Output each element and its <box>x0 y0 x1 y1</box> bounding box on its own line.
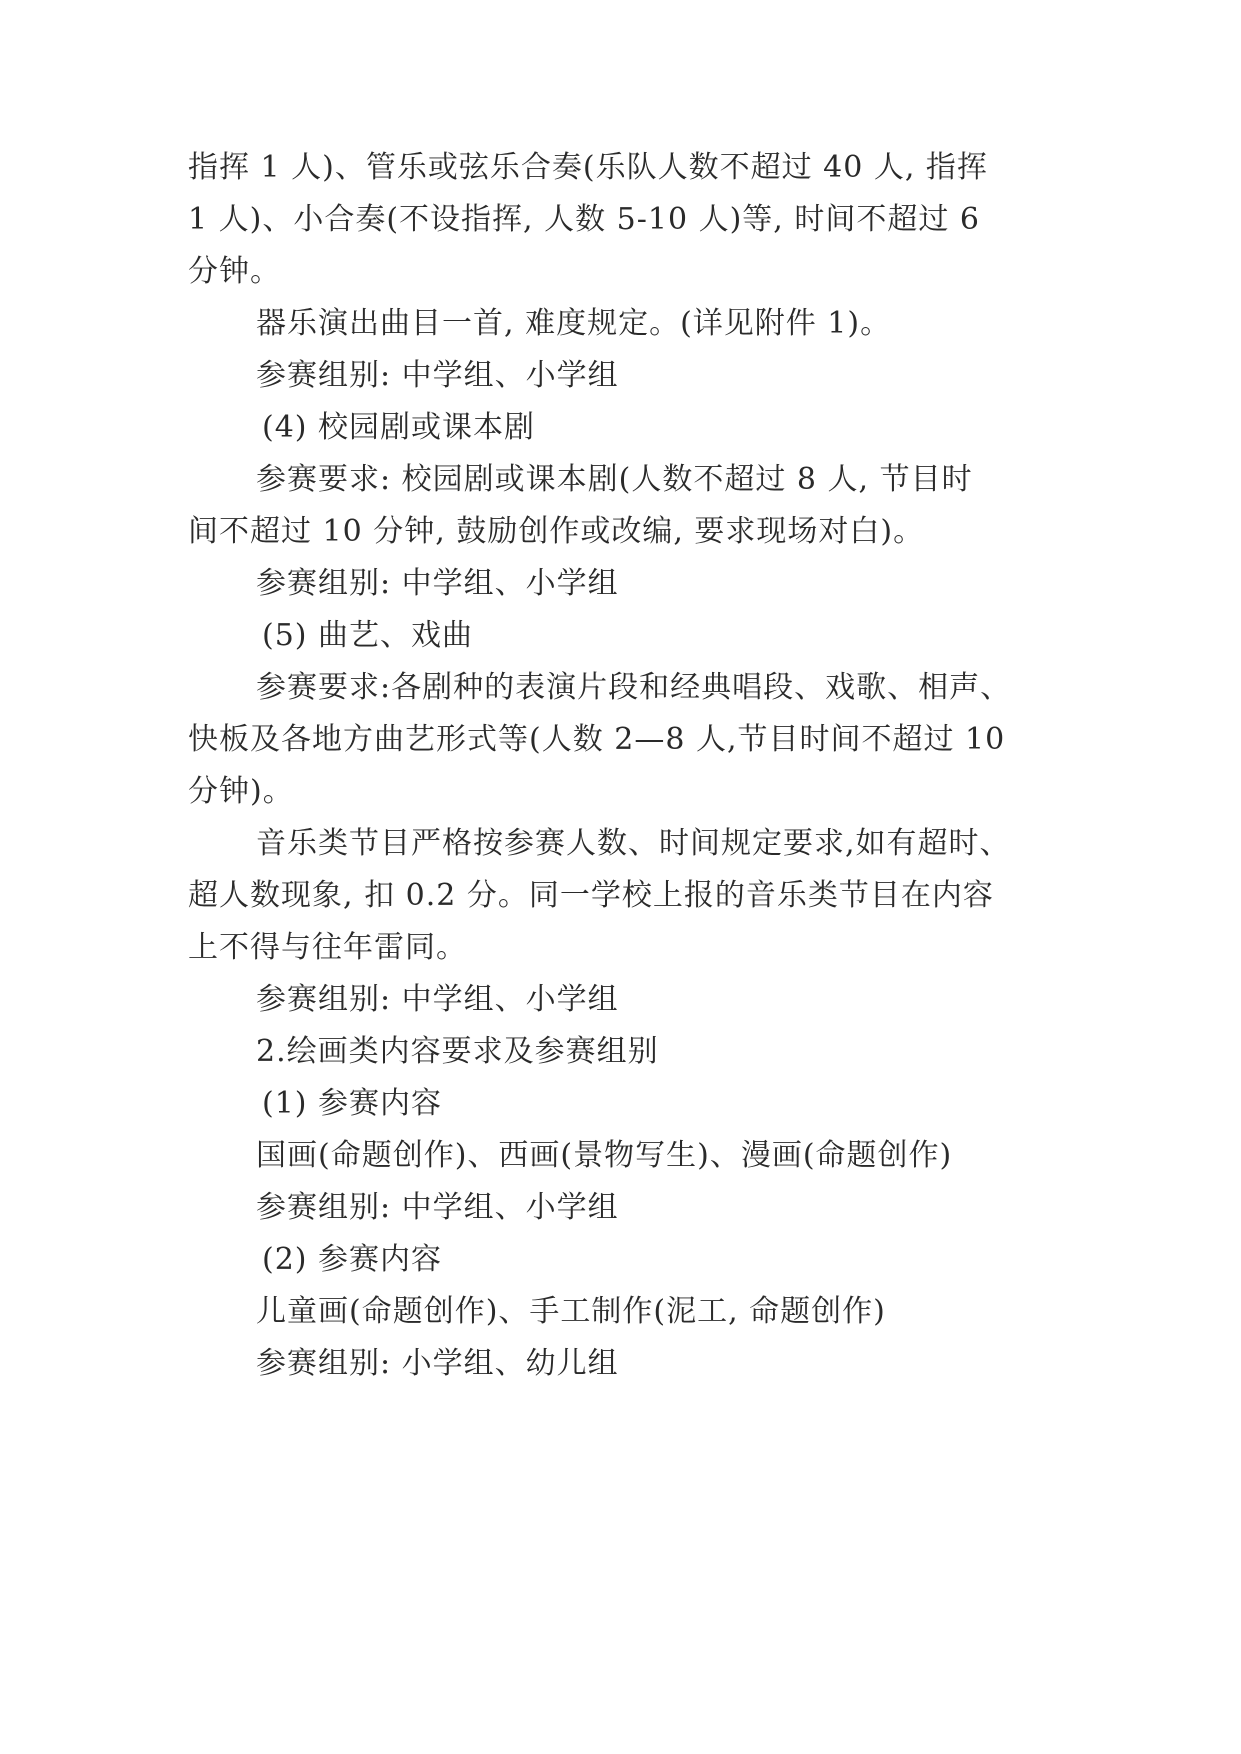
paragraph-line: 指挥 1 人)、管乐或弦乐合奏(乐队人数不超过 40 人, 指挥 <box>188 150 988 185</box>
paragraph-line: 器乐演出曲目一首, 难度规定。(详见附件 1)。 <box>256 306 892 341</box>
section-heading: (5) 曲艺、戏曲 <box>262 618 474 653</box>
section-heading: (4) 校园剧或课本剧 <box>262 410 536 445</box>
paragraph-line: 参赛要求: 校园剧或课本剧(人数不超过 8 人, 节目时 <box>256 462 973 497</box>
category-group-line: 参赛组别: 中学组、小学组 <box>256 358 619 393</box>
category-group-line: 参赛组别: 中学组、小学组 <box>256 566 619 601</box>
paragraph-line: 超人数现象, 扣 0.2 分。同一学校上报的音乐类节目在内容 <box>188 878 994 913</box>
paragraph-line: 国画(命题创作)、西画(景物写生)、漫画(命题创作) <box>256 1138 953 1173</box>
subsection-heading: (2) 参赛内容 <box>262 1242 443 1277</box>
paragraph-line: 上不得与往年雷同。 <box>188 930 467 965</box>
category-group-line: 参赛组别: 小学组、幼儿组 <box>256 1346 619 1381</box>
category-group-line: 参赛组别: 中学组、小学组 <box>256 1190 619 1225</box>
category-group-line: 参赛组别: 中学组、小学组 <box>256 982 619 1017</box>
paragraph-line: 快板及各地方曲艺形式等(人数 2—8 人,节目时间不超过 10 <box>188 722 1006 757</box>
paragraph-line: 分钟)。 <box>188 774 294 809</box>
paragraph-line: 参赛要求:各剧种的表演片段和经典唱段、戏歌、相声、 <box>256 670 1012 705</box>
paragraph-line: 间不超过 10 分钟, 鼓励创作或改编, 要求现场对白)。 <box>188 514 925 549</box>
paragraph-line: 儿童画(命题创作)、手工制作(泥工, 命题创作) <box>256 1294 886 1329</box>
paragraph-line: 1 人)、小合奏(不设指挥, 人数 5-10 人)等, 时间不超过 6 <box>188 202 980 237</box>
paragraph-line: 分钟。 <box>188 254 281 289</box>
section-heading: 2.绘画类内容要求及参赛组别 <box>256 1034 659 1069</box>
paragraph-line: 音乐类节目严格按参赛人数、时间规定要求,如有超时、 <box>256 826 1011 861</box>
subsection-heading: (1) 参赛内容 <box>262 1086 443 1121</box>
